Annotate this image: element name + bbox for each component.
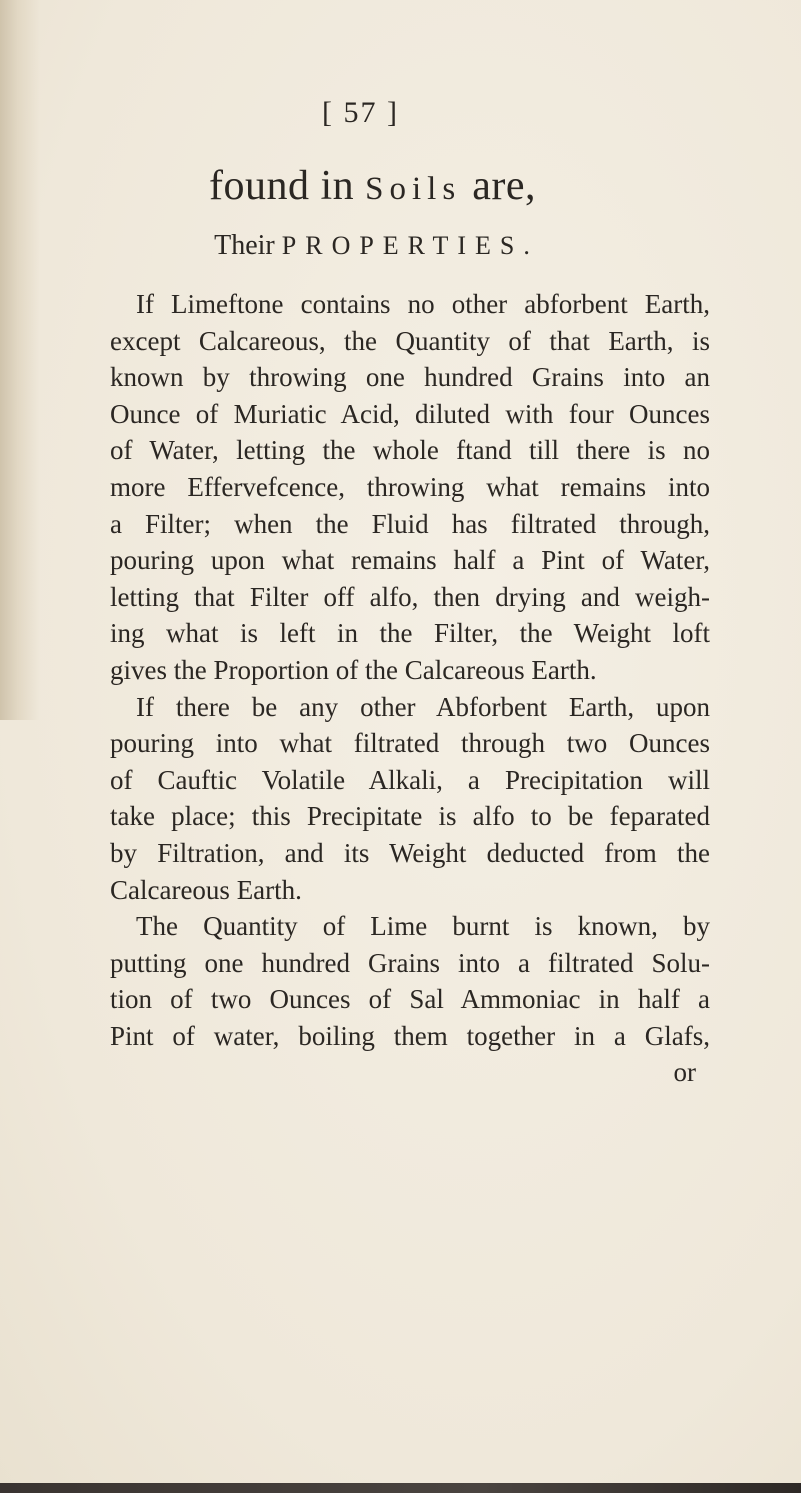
text-line: except Calcareous, the Quantity of that Earth, is xyxy=(110,325,710,356)
section-subheading xyxy=(0,230,777,262)
body-text xyxy=(110,286,710,1091)
text-line: The Quantity of Lime burnt is known, by xyxy=(136,911,710,942)
text-line: more Effervefcence, throwing what remains into xyxy=(110,471,710,502)
page-number: [ 57 ] xyxy=(322,96,399,129)
text-line: tion of two Ounces of Sal Ammoniac in half a xyxy=(110,984,710,1015)
text-line: take place; this Precipitate is alfo to be feparated xyxy=(110,801,710,832)
text-line: letting that Filter off alfo, then drying and weigh- xyxy=(110,581,710,612)
heading-small-caps: Soils xyxy=(365,171,462,207)
text-line: Calcareous Earth. xyxy=(110,874,302,905)
text-line: If there be any other Abforbent Earth, upon xyxy=(136,691,710,722)
text-line: of Cauftic Volatile Alkali, a Precipitation will xyxy=(110,764,710,795)
catchword: or xyxy=(673,1057,696,1088)
heading-prefix: found in xyxy=(209,163,355,209)
text-line: Pint of water, boiling them together in a Glafs, xyxy=(110,1020,710,1051)
page-bottom-edge xyxy=(0,1483,801,1493)
heading-suffix: are, xyxy=(472,163,536,209)
text-line: ing what is left in the Filter, the Weight loft xyxy=(110,618,710,649)
section-heading xyxy=(0,162,773,210)
text-line: putting one hundred Grains into a filtrated Solu- xyxy=(110,947,710,978)
text-line: If Limeftone contains no other abforbent Earth, xyxy=(136,289,710,319)
text-line: of Water, letting the whole ftand till there is no xyxy=(110,435,710,466)
text-line: by Filtration, and its Weight deducted from the xyxy=(110,837,710,868)
subheading-prefix: Their xyxy=(214,230,275,261)
subheading-caps: PROPERTIES. xyxy=(281,231,539,260)
text-line: a Filter; when the Fluid has filtrated through, xyxy=(110,508,710,539)
text-line: gives the Proportion of the Calcareous Earth. xyxy=(110,654,597,685)
text-line: pouring into what filtrated through two Ounces xyxy=(110,728,710,759)
text-line: pouring upon what remains half a Pint of Water, xyxy=(110,545,710,576)
text-line: Ounce of Muriatic Acid, diluted with four Ounces xyxy=(110,398,710,429)
text-line: known by throwing one hundred Grains into an xyxy=(110,362,710,393)
